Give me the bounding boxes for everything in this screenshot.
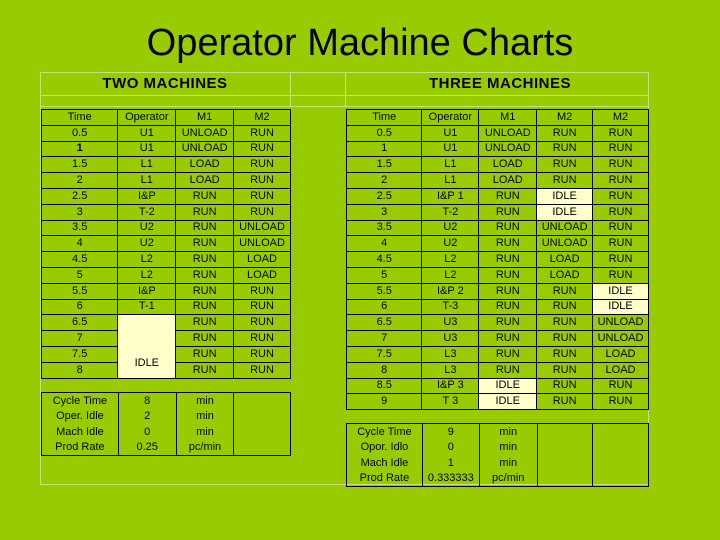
table-cell: RUN <box>234 173 291 189</box>
table-cell: T-3 <box>422 299 479 315</box>
table-cell: L1 <box>118 173 176 189</box>
table-cell: RUN <box>479 220 537 236</box>
column-header: Time <box>42 110 118 126</box>
table-cell: UNLOAD <box>176 125 234 141</box>
table-cell: RUN <box>593 173 649 189</box>
table-cell: RUN <box>176 188 234 204</box>
stats-cell: 0.25 <box>118 440 176 456</box>
table-cell: RUN <box>176 362 234 378</box>
page-title: Operator Machine Charts <box>146 22 574 64</box>
table-cell: 2 <box>347 173 422 189</box>
table-cell: RUN <box>479 204 537 220</box>
stats-row <box>347 440 649 456</box>
table-cell: U1 <box>422 141 479 157</box>
column-header: M1 <box>479 110 537 126</box>
stats-cell <box>593 455 649 471</box>
table-row <box>42 125 291 141</box>
table-cell: 1.5 <box>347 157 422 173</box>
header-row <box>347 110 649 126</box>
table-row <box>347 141 649 157</box>
table-cell: RUN <box>234 157 291 173</box>
stats-cell: Mach Idle <box>42 424 119 440</box>
table-row <box>42 252 291 268</box>
table-row <box>42 204 291 220</box>
table-cell: 5.5 <box>42 283 118 299</box>
table-row <box>42 141 291 157</box>
table-cell: RUN <box>593 267 649 283</box>
table-cell: I&P 2 <box>422 283 479 299</box>
table-cell: U3 <box>422 331 479 347</box>
table-cell: T-2 <box>422 204 479 220</box>
table-cell: 6 <box>347 299 422 315</box>
table-cell: LOAD <box>593 346 649 362</box>
table-cell: RUN <box>479 315 537 331</box>
stats-cell: min <box>479 440 537 456</box>
table-row <box>347 220 649 236</box>
table-cell: T-1 <box>118 299 176 315</box>
table-cell: 2.5 <box>42 188 118 204</box>
stats-cell: Prod Rate <box>42 440 119 456</box>
column-header: Time <box>347 110 422 126</box>
table-cell: LOAD <box>479 173 537 189</box>
table-cell: RUN <box>479 283 537 299</box>
stats-cell <box>537 471 593 487</box>
table-cell: U2 <box>118 220 176 236</box>
table-cell: L2 <box>118 267 176 283</box>
stats-cell: pc/min <box>479 471 537 487</box>
stats-cell <box>537 424 593 440</box>
stats-cell: min <box>479 455 537 471</box>
stats-cell: min <box>176 424 234 440</box>
stats-cell <box>234 409 291 425</box>
stats-cell: Prod Rate <box>347 471 423 487</box>
table-cell: RUN <box>176 283 234 299</box>
table-cell: IDLE <box>479 378 537 394</box>
table-cell: L1 <box>422 173 479 189</box>
stats-cell: 1 <box>422 455 479 471</box>
table-row <box>42 236 291 252</box>
table-cell: 6 <box>42 299 118 315</box>
table-cell: RUN <box>593 188 649 204</box>
three-machines-stats <box>346 423 649 487</box>
table-row <box>42 173 291 189</box>
table-row <box>347 346 649 362</box>
table-cell: IDLE <box>537 204 593 220</box>
column-header: M1 <box>176 110 234 126</box>
table-cell: UNLOAD <box>176 141 234 157</box>
table-cell: RUN <box>234 204 291 220</box>
table-cell: 0.5 <box>347 125 422 141</box>
table-cell: RUN <box>537 394 593 410</box>
table-cell: L3 <box>422 362 479 378</box>
table-cell: RUN <box>234 362 291 378</box>
table-row <box>347 236 649 252</box>
table-cell: T-2 <box>118 204 176 220</box>
table-cell: RUN <box>479 299 537 315</box>
stats-cell: 2 <box>118 409 176 425</box>
table-cell: UNLOAD <box>234 220 291 236</box>
table-cell: RUN <box>176 331 234 347</box>
table-cell: IDLE <box>537 188 593 204</box>
table-cell: RUN <box>593 141 649 157</box>
stats-cell: 9 <box>422 424 479 440</box>
three-machines-header: THREE MACHINES <box>428 75 571 92</box>
table-row <box>42 267 291 283</box>
table-cell: RUN <box>234 141 291 157</box>
table-cell: RUN <box>593 394 649 410</box>
table-cell: LOAD <box>479 157 537 173</box>
table-cell: RUN <box>234 188 291 204</box>
table-cell: U1 <box>422 125 479 141</box>
table-cell: 6.5 <box>42 315 118 331</box>
table-cell: RUN <box>479 267 537 283</box>
table-cell: I&P <box>118 188 176 204</box>
table-row <box>347 394 649 410</box>
stats-cell: Oper. Idle <box>42 409 119 425</box>
table-cell: 7.5 <box>42 346 118 362</box>
table-cell: UNLOAD <box>593 331 649 347</box>
stats-cell <box>234 424 291 440</box>
table-cell: RUN <box>537 299 593 315</box>
table-row <box>347 283 649 299</box>
table-cell: RUN <box>176 299 234 315</box>
table-cell: 6.5 <box>347 315 422 331</box>
operator-idle-cell <box>118 315 176 378</box>
table-cell: I&P 3 <box>422 378 479 394</box>
table-cell: 7 <box>347 331 422 347</box>
table-row <box>347 331 649 347</box>
column-header: M2 <box>593 110 649 126</box>
stats-cell: min <box>176 409 234 425</box>
table-cell: 3 <box>347 204 422 220</box>
table-cell: 4.5 <box>42 252 118 268</box>
table-cell: 8 <box>347 362 422 378</box>
table-cell: UNLOAD <box>479 125 537 141</box>
idle-label: IDLE <box>134 356 160 369</box>
table-cell: L1 <box>422 157 479 173</box>
table-cell: RUN <box>537 346 593 362</box>
stats-cell <box>593 471 649 487</box>
table-cell: RUN <box>537 331 593 347</box>
table-cell: L3 <box>422 346 479 362</box>
table-cell: RUN <box>593 220 649 236</box>
table-cell: 4 <box>347 236 422 252</box>
stats-row <box>347 455 649 471</box>
table-cell: L2 <box>422 252 479 268</box>
stats-cell <box>234 440 291 456</box>
two-machines-table <box>41 109 291 379</box>
table-cell: RUN <box>234 315 291 331</box>
table-row <box>42 299 291 315</box>
table-cell: RUN <box>479 188 537 204</box>
table-cell: RUN <box>593 204 649 220</box>
stats-cell: Mach Idle <box>347 455 423 471</box>
two-machines-stats <box>41 392 291 456</box>
table-cell: RUN <box>234 299 291 315</box>
stats-cell <box>234 393 291 409</box>
table-row <box>347 157 649 173</box>
table-row <box>347 267 649 283</box>
table-cell: I&P 1 <box>422 188 479 204</box>
table-cell: 4.5 <box>347 252 422 268</box>
table-row <box>347 204 649 220</box>
table-cell: 4 <box>42 236 118 252</box>
table-row <box>347 173 649 189</box>
table-cell: RUN <box>479 236 537 252</box>
table-cell: 5.5 <box>347 283 422 299</box>
table-cell: RUN <box>537 315 593 331</box>
stats-row <box>347 471 649 487</box>
table-row <box>42 188 291 204</box>
table-cell: LOAD <box>537 252 593 268</box>
table-cell: 0.5 <box>42 125 118 141</box>
table-cell: IDLE <box>593 299 649 315</box>
table-cell: LOAD <box>593 362 649 378</box>
table-cell: RUN <box>176 236 234 252</box>
header-row <box>42 110 291 126</box>
stats-row <box>42 409 291 425</box>
stats-row <box>42 424 291 440</box>
table-cell: LOAD <box>234 252 291 268</box>
table-cell: 5 <box>347 267 422 283</box>
table-cell: UNLOAD <box>479 141 537 157</box>
table-cell: IDLE <box>479 394 537 410</box>
table-row <box>347 299 649 315</box>
stats-cell <box>537 455 593 471</box>
table-row <box>347 125 649 141</box>
table-cell: IDLE <box>593 283 649 299</box>
two-machines-header: TWO MACHINES <box>102 75 228 92</box>
table-row <box>42 283 291 299</box>
table-cell: 9 <box>347 394 422 410</box>
table-cell: U2 <box>422 236 479 252</box>
table-cell: 2 <box>42 173 118 189</box>
table-row <box>347 362 649 378</box>
table-cell: RUN <box>593 157 649 173</box>
stats-cell: Cycle Time <box>347 424 423 440</box>
table-cell: 5 <box>42 267 118 283</box>
stats-cell: Cycle Time <box>42 393 119 409</box>
stats-cell: 0 <box>422 440 479 456</box>
table-row <box>347 188 649 204</box>
table-row <box>347 315 649 331</box>
table-cell: RUN <box>479 252 537 268</box>
stats-cell <box>593 440 649 456</box>
table-row <box>347 378 649 394</box>
table-cell: RUN <box>176 346 234 362</box>
table-cell: U2 <box>118 236 176 252</box>
table-cell: RUN <box>593 236 649 252</box>
table-cell: RUN <box>593 252 649 268</box>
table-cell: I&P <box>118 283 176 299</box>
table-cell: T 3 <box>422 394 479 410</box>
table-row <box>42 315 291 331</box>
table-cell: LOAD <box>234 267 291 283</box>
table-cell: 7.5 <box>347 346 422 362</box>
table-cell: 7 <box>42 331 118 347</box>
table-cell: UNLOAD <box>234 236 291 252</box>
table-row <box>42 157 291 173</box>
table-cell: LOAD <box>537 267 593 283</box>
table-cell: UNLOAD <box>593 315 649 331</box>
table-cell: 3.5 <box>42 220 118 236</box>
table-cell: RUN <box>479 346 537 362</box>
table-cell: RUN <box>176 252 234 268</box>
stats-cell: 0.333333 <box>422 471 479 487</box>
table-cell: RUN <box>537 125 593 141</box>
stats-cell: 8 <box>118 393 176 409</box>
column-header: M2 <box>234 110 291 126</box>
stats-cell: 0 <box>118 424 176 440</box>
stats-cell: min <box>176 393 234 409</box>
table-cell: RUN <box>479 331 537 347</box>
table-cell: 1.5 <box>42 157 118 173</box>
table-cell: UNLOAD <box>537 220 593 236</box>
table-cell: 2.5 <box>347 188 422 204</box>
table-cell: UNLOAD <box>537 236 593 252</box>
table-row <box>347 252 649 268</box>
column-header: Operator <box>118 110 176 126</box>
table-cell: RUN <box>176 204 234 220</box>
table-cell: RUN <box>234 283 291 299</box>
stats-row <box>42 440 291 456</box>
stats-cell <box>593 424 649 440</box>
table-cell: 3.5 <box>347 220 422 236</box>
three-machines-table <box>346 109 649 410</box>
table-cell: RUN <box>537 157 593 173</box>
table-cell: L1 <box>118 157 176 173</box>
table-cell: RUN <box>234 331 291 347</box>
stats-row <box>42 393 291 409</box>
table-cell: RUN <box>234 125 291 141</box>
stats-cell: pc/min <box>176 440 234 456</box>
table-cell: RUN <box>176 267 234 283</box>
table-cell: L2 <box>422 267 479 283</box>
column-header: Operator <box>422 110 479 126</box>
table-cell: U3 <box>422 315 479 331</box>
table-cell: 1 <box>347 141 422 157</box>
table-row <box>42 220 291 236</box>
table-cell: RUN <box>176 220 234 236</box>
table-cell: 8 <box>42 362 118 378</box>
table-cell: RUN <box>537 362 593 378</box>
table-cell: RUN <box>479 362 537 378</box>
table-cell: RUN <box>537 141 593 157</box>
column-header: M2 <box>537 110 593 126</box>
table-cell: U2 <box>422 220 479 236</box>
table-cell: RUN <box>176 315 234 331</box>
table-cell: RUN <box>537 173 593 189</box>
table-cell: RUN <box>234 346 291 362</box>
table-cell: RUN <box>593 125 649 141</box>
stats-cell: Opor. Idlo <box>347 440 423 456</box>
table-cell: LOAD <box>176 157 234 173</box>
table-cell: RUN <box>537 283 593 299</box>
table-cell: 1 <box>42 141 118 157</box>
stats-row <box>347 424 649 440</box>
table-cell: RUN <box>537 378 593 394</box>
table-cell: RUN <box>593 378 649 394</box>
table-cell: U1 <box>118 141 176 157</box>
table-cell: L2 <box>118 252 176 268</box>
table-cell: 8.5 <box>347 378 422 394</box>
stats-cell: min <box>479 424 537 440</box>
table-cell: LOAD <box>176 173 234 189</box>
stats-cell <box>537 440 593 456</box>
table-cell: U1 <box>118 125 176 141</box>
table-cell: 3 <box>42 204 118 220</box>
